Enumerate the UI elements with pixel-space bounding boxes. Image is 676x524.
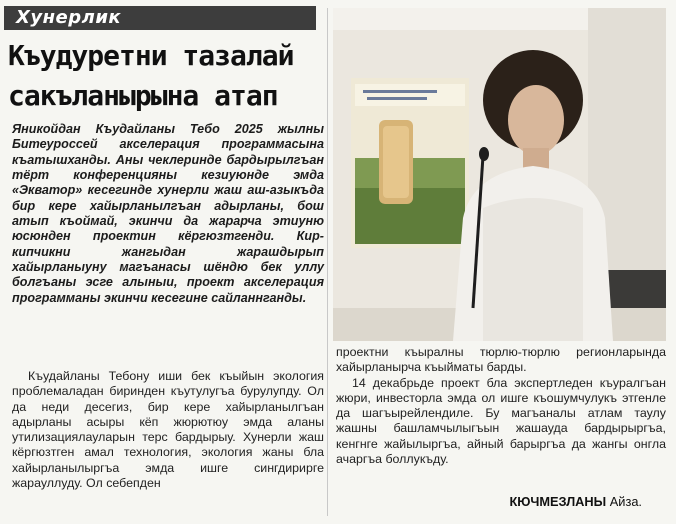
section-label: Хунерлик [4, 6, 316, 30]
headline: Къудуретни тазалай сакъланырына атап [8, 39, 294, 112]
column-2-body [336, 345, 666, 467]
photo-speaker [333, 8, 666, 341]
column-divider [327, 8, 328, 516]
author-byline [509, 494, 642, 509]
speaker-photo-illustration [333, 8, 666, 341]
lead-paragraph: Яникойдан Къудайланы Тебо 2025 жылны Битеуроссей акселерация программасына къатышханды. Аны чеклеринде бардырылгъан тёрт конференцияны кезиуюнде эмда «Экватор» кесегинде хунерли жаш аш-азыкъда бир кере хайырланылгъан адырланы, бош атып къоймай, экинчи да жарарча этиуню юсюнден проектин кёргюзтгенди. Кир-кипчикни жангыдан жарашдырып хайырланыуну магъанасы шёндю бек уллу болгъаны эсге алыныи, проект акселерация программаны экинчи кесегине сайланнганды. [12, 122, 324, 305]
author-name: Айза. [609, 494, 642, 509]
body-paragraph: Къудайланы Тебону иши бек къыйын экология проблемаладан биринден къутулугъа бурулупду. Ол да неди десегиз, бир кере хайырланылгъан адырланы асыры кёп жюрютюу эмда аланы утилизациялауларын терс бардырыу. Хунерли жаш кёргюзтген амал технология, экология жаны бла хайырланылыргъа эмда ишге сингдирирге жарауллуду. Ол себепден [12, 369, 324, 491]
column-1-body [12, 369, 324, 491]
author-surname: КЮЧМЕЗЛАНЫ [509, 494, 607, 509]
body-paragraph: 14 декабрьде проект бла экспертледен къуралгъан жюри, инвесторла эмда ол ишге къошумчулукъ этгенле да шагъырейлендиле. Бу магъаналы атлам таулу жашны башламчылыгъын жашауда бардырыргъа, кенгнге жайылыргъа, айный барыргъа да жангы онгла ачаргъа боллукъду. [336, 375, 666, 467]
body-paragraph: проектни къыралны тюрлю-тюрлю регионларында хайырланырча къыйматы барды. [336, 345, 666, 375]
